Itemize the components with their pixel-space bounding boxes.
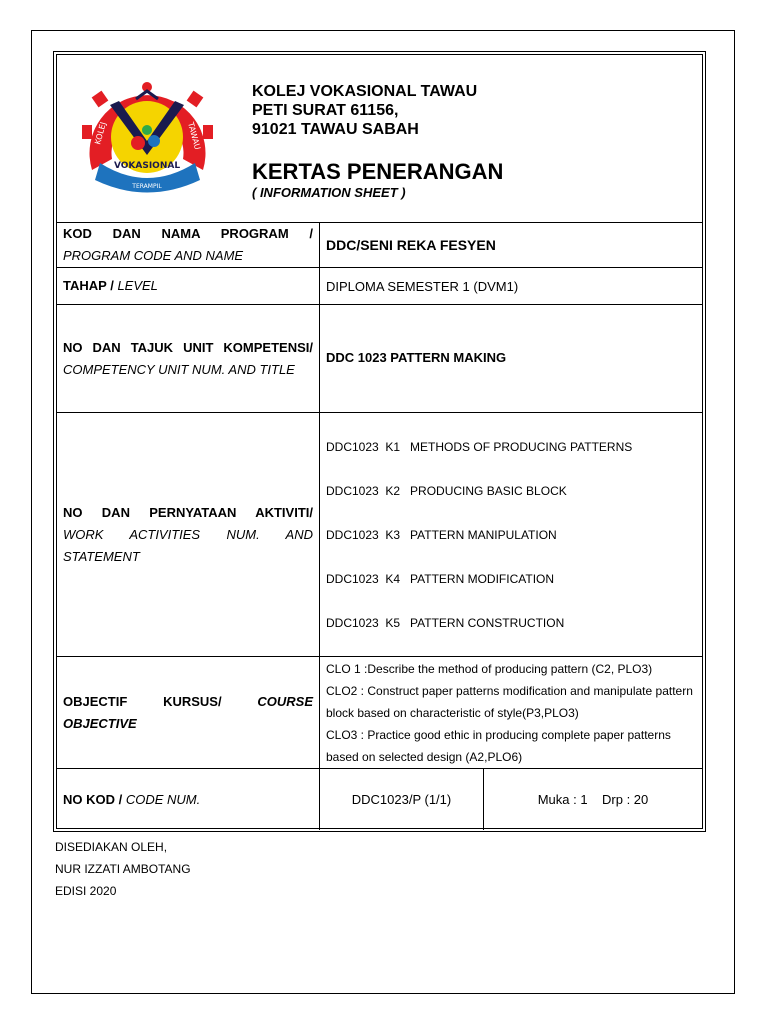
- school-postcode: 91021 TAWAU SABAH: [252, 121, 419, 138]
- level-label-english: LEVEL: [117, 278, 158, 293]
- unit-row: [57, 305, 702, 413]
- unit-label-english: COMPETENCY UNIT NUM. AND TITLE: [63, 361, 295, 377]
- edition: EDISI 2020: [55, 884, 117, 898]
- level-label-malay: TAHAP /: [63, 278, 114, 293]
- objective-label-english-1: COURSE: [257, 693, 313, 709]
- level-row: [57, 268, 702, 305]
- activity-item: DDC1023 K5 PATTERN CONSTRUCTION: [326, 615, 565, 630]
- activity-item: DDC1023 K1 METHODS OF PRODUCING PATTERNS: [326, 439, 633, 454]
- activity-item: DDC1023 K2 PRODUCING BASIC BLOCK: [326, 483, 567, 498]
- level-label: [57, 268, 320, 304]
- code-value: DDC1023/P (1/1): [320, 769, 484, 830]
- code-row: [57, 769, 702, 830]
- objective-label-english-2: OBJECTIVE: [63, 715, 137, 731]
- unit-label: [57, 305, 320, 412]
- program-value: DDC/SENI REKA FESYEN: [326, 237, 496, 253]
- level-value: DIPLOMA SEMESTER 1 (DVM1): [326, 278, 519, 294]
- college-logo: [80, 75, 215, 200]
- logo-ring-text-right: TAWAU: [186, 121, 203, 151]
- code-label-malay: NO KOD /: [63, 791, 123, 807]
- document-subtitle: ( INFORMATION SHEET ): [252, 185, 406, 200]
- header-row: [57, 55, 702, 223]
- program-row: [57, 223, 702, 268]
- logo-banner-text: VOKASIONAL: [113, 161, 181, 171]
- objective-item: CLO 1 :Describe the method of producing pattern (C2, PLO3): [326, 661, 653, 676]
- activity-item: DDC1023 K4 PATTERN MODIFICATION: [326, 571, 555, 586]
- information-sheet: [53, 51, 706, 832]
- objective-item: CLO2 : Construct paper patterns modification and manipulate pattern block based on characteristic of style(P3,PLO3): [326, 683, 693, 720]
- logo-bottom-text: TERAMPIL: [132, 183, 162, 190]
- code-label: [57, 769, 320, 830]
- activities-list: [320, 413, 702, 656]
- activities-label: [57, 413, 320, 656]
- activities-label-english-1: WORK ACTIVITIES NUM. AND: [63, 526, 313, 542]
- prepared-by: [55, 836, 191, 902]
- school-po-box: PETI SURAT 61156,: [252, 102, 399, 119]
- activities-label-malay: NO DAN PERNYATAAN AKTIVITI/: [63, 504, 313, 520]
- document-title: KERTAS PENERANGAN: [252, 159, 504, 184]
- sheet-table: [56, 54, 703, 829]
- code-label-english: CODE NUM.: [125, 791, 201, 807]
- program-label-malay: KOD DAN NAMA PROGRAM /: [63, 226, 313, 241]
- activities-label-english-2: STATEMENT: [63, 548, 140, 564]
- school-address: [252, 82, 477, 139]
- unit-value: DDC 1023 PATTERN MAKING: [326, 350, 507, 365]
- program-label-english: PROGRAM CODE AND NAME: [63, 248, 244, 263]
- objective-label: [57, 657, 320, 768]
- logo-ring-text-left: KOLEJ: [93, 120, 108, 146]
- objective-row: [57, 657, 702, 769]
- unit-label-malay: NO DAN TAJUK UNIT KOMPETENSI/: [63, 339, 313, 355]
- program-label: [57, 223, 320, 267]
- author-name: NUR IZZATI AMBOTANG: [55, 862, 191, 876]
- objectives-list: [320, 657, 702, 768]
- activities-row: [57, 413, 702, 657]
- activity-item: DDC1023 K3 PATTERN MANIPULATION: [326, 527, 557, 542]
- objective-item: CLO3 : Practice good ethic in producing complete paper patterns based on selected design (A2,PLO6): [326, 727, 671, 764]
- objective-label-malay: OBJECTIF KURSUS/: [63, 693, 222, 709]
- prepared-by-label: DISEDIAKAN OLEH,: [55, 840, 168, 854]
- page-count: Muka : 1 Drp : 20: [537, 792, 649, 807]
- school-name: KOLEJ VOKASIONAL TAWAU: [252, 83, 478, 100]
